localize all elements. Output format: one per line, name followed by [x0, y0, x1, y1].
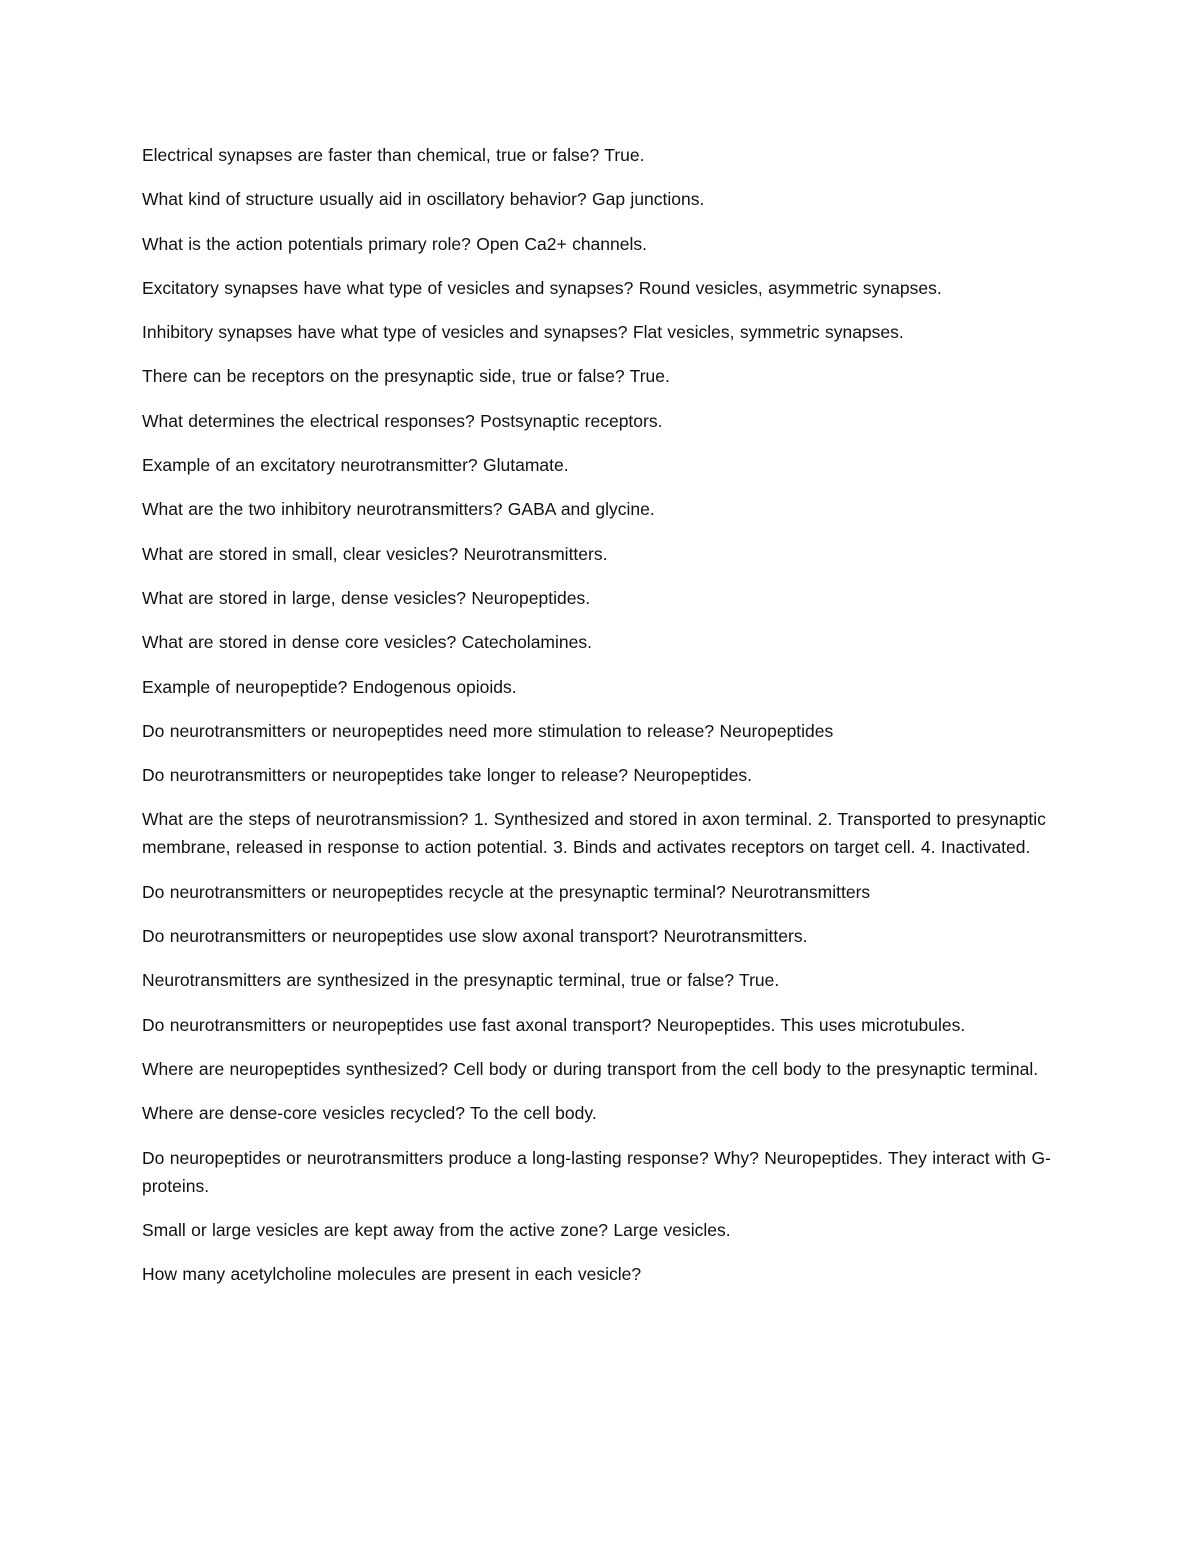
- paragraph: Neurotransmitters are synthesized in the presynaptic terminal, true or false? True.: [142, 970, 780, 991]
- paragraph: Where are neuropeptides synthesized? Cell body or during transport from the cell body to the presynaptic terminal.: [142, 1058, 1039, 1079]
- paragraph: Do neurotransmitters or neuropeptides take longer to release? Neuropeptides.: [142, 765, 753, 786]
- paragraph: Example of an excitatory neurotransmitter? Glutamate.: [142, 455, 569, 476]
- paragraph: There can be receptors on the presynaptic side, true or false? True.: [142, 366, 670, 387]
- paragraph: Excitatory synapses have what type of vesicles and synapses? Round vesicles, asymmetric synapses.: [142, 277, 942, 298]
- paragraph: Do neuropeptides or neurotransmitters produce a long-lasting response? Why? Neuropeptides. They interact with G-proteins.: [142, 1147, 1051, 1196]
- paragraph: Do neurotransmitters or neuropeptides need more stimulation to release? Neuropeptides: [142, 720, 834, 741]
- paragraph: Electrical synapses are faster than chemical, true or false? True.: [142, 145, 645, 165]
- paragraph: What is the action potentials primary role? Open Ca2+ channels.: [142, 233, 647, 254]
- paragraph: Small or large vesicles are kept away from the active zone? Large vesicles.: [142, 1219, 731, 1240]
- paragraph: Do neurotransmitters or neuropeptides use fast axonal transport? Neuropeptides. This uses microtubules.: [142, 1014, 966, 1035]
- paragraph: How many acetylcholine molecules are present in each vesicle?: [142, 1264, 642, 1285]
- paragraph: Example of neuropeptide? Endogenous opioids.: [142, 676, 517, 697]
- paragraph: What kind of structure usually aid in oscillatory behavior? Gap junctions.: [142, 189, 705, 210]
- paragraph: What are stored in small, clear vesicles? Neurotransmitters.: [142, 543, 608, 564]
- document-body: [142, 141, 1062, 1304]
- paragraph: Do neurotransmitters or neuropeptides recycle at the presynaptic terminal? Neurotransmitters: [142, 881, 871, 902]
- paragraph: What are the two inhibitory neurotransmitters? GABA and glycine.: [142, 499, 655, 520]
- paragraph: Do neurotransmitters or neuropeptides use slow axonal transport? Neurotransmitters.: [142, 926, 808, 947]
- paragraph: What determines the electrical responses? Postsynaptic receptors.: [142, 410, 663, 431]
- paragraph: Where are dense-core vesicles recycled? To the cell body.: [142, 1103, 597, 1124]
- paragraph: What are the steps of neurotransmission? 1. Synthesized and stored in axon terminal. 2. Transported to presynaptic membrane, released in response to action potential. 3. Binds and activates receptors on target cell. 4. Inactivated.: [142, 809, 1046, 858]
- paragraph: Inhibitory synapses have what type of vesicles and synapses? Flat vesicles, symmetric synapses.: [142, 322, 904, 343]
- paragraph: What are stored in large, dense vesicles? Neuropeptides.: [142, 587, 591, 608]
- paragraph: What are stored in dense core vesicles? Catecholamines.: [142, 632, 592, 653]
